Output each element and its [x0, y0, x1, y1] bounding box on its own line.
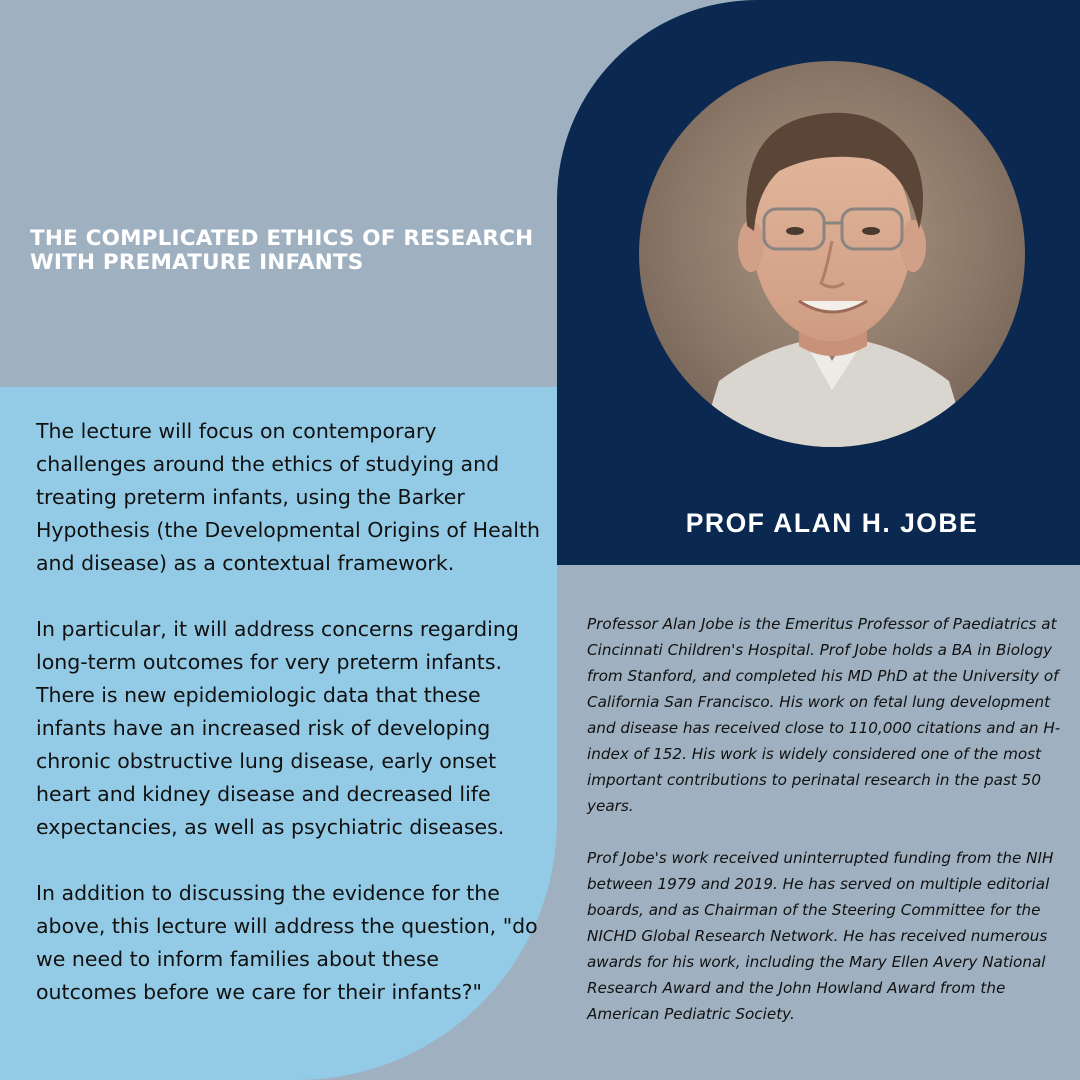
- speaker-name: PROF ALAN H. JOBE: [685, 508, 979, 538]
- lecture-paragraph: The lecture will focus on contemporary challenges around the ethics of studying and treating preterm infants, using the Barker Hypothesis (the Developmental Origins of Health and disease) as a contextual framework.: [36, 419, 541, 575]
- lecture-description: [36, 415, 541, 1042]
- bio-paragraph: Professor Alan Jobe is the Emeritus Professor of Paediatrics at Cincinnati Children's Hospital. Prof Jobe holds a BA in Biology from Stanford, and completed his MD PhD at the University of California San Francisco. His work on fetal lung development and disease has received close to 110,000 citations and an H-index of 152. His work is widely considered one of the most important contributions to perinatal research in the past 50 years.: [587, 615, 1061, 815]
- speaker-bio: [587, 611, 1067, 1053]
- lecture-title: THE COMPLICATED ETHICS OF RESEARCH WITH PREMATURE INFANTS: [30, 226, 534, 275]
- speaker-photo: [639, 61, 1025, 447]
- bio-paragraph: Prof Jobe's work received uninterrupted funding from the NIH between 1979 and 2019. He has served on multiple editorial boards, and as Chairman of the Steering Committee for the NICHD Global Research Network. He has received numerous awards for his work, including the Mary Ellen Avery National Research Award and the John Howland Award from the American Pediatric Society.: [587, 849, 1054, 1023]
- lecture-paragraph: In particular, it will address concerns regarding long-term outcomes for very preterm infants. There is new epidemiologic data that these infants have an increased risk of developing chronic obstructive lung disease, early onset heart and kidney disease and decreased life expectancies, as well as psychiatric diseases.: [36, 617, 519, 839]
- lecture-paragraph: In addition to discussing the evidence for the above, this lecture will address the question, "do we need to inform families about these outcomes before we care for their infants?": [36, 881, 538, 1004]
